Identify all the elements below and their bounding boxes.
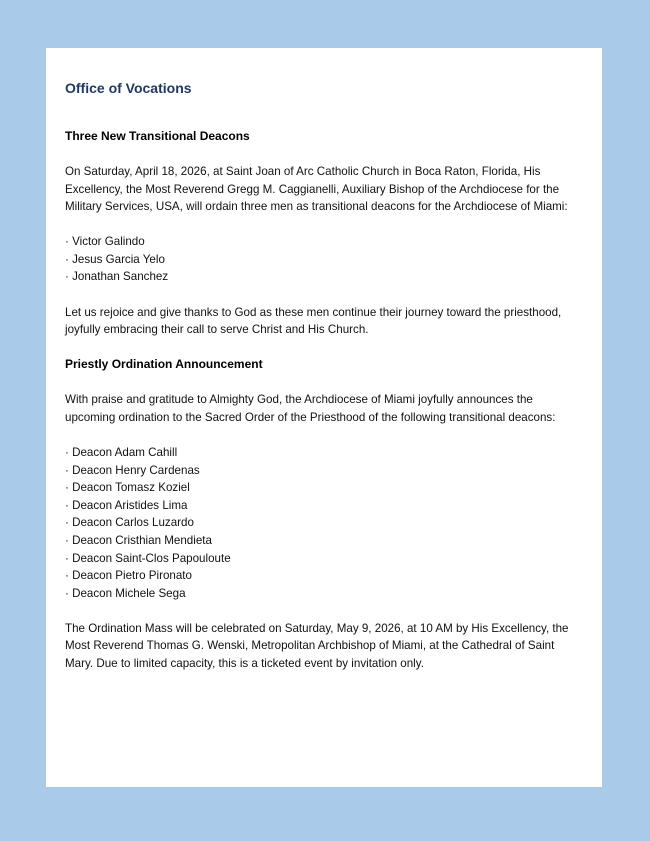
list-item: · Deacon Tomasz Koziel [65,479,583,497]
transitional-deacons-intro: On Saturday, April 18, 2026, at Saint Joan of Arc Catholic Church in Boca Raton, Florida, His Excellency, the Most Reverend Gregg M. Caggianelli, Auxiliary Bishop of the Archdiocese for the Military Services, USA, will ordain three men as transitional deacons for the Archdiocese of Miami: [65,165,568,214]
list-item: · Deacon Cristhian Mendieta [65,532,583,550]
list-item: · Deacon Saint-Clos Papouloute [65,550,583,568]
list-item: · Deacon Pietro Pironato [65,567,583,585]
document-page [46,48,602,787]
ordination-mass-details: The Ordination Mass will be celebrated on Saturday, May 9, 2026, at 10 AM by His Excellency, the Most Reverend Thomas G. Wenski, Metropolitan Archbishop of Miami, at the Cathedral of Saint Mary. Due to limited capacity, this is a ticketed event by invitation only. [65,621,569,670]
list-item: · Jonathan Sanchez [65,268,583,286]
transitional-deacons-closing: Let us rejoice and give thanks to God as these men continue their journey toward the priesthood, joyfully embracing their call to serve Christ and His Church. [65,305,562,337]
section-heading-transitional-deacons: Three New Transitional Deacons [65,129,250,143]
page-title: Office of Vocations [65,80,192,96]
list-item: · Deacon Aristides Lima [65,497,583,515]
priestly-ordination-intro: With praise and gratitude to Almighty God, the Archdiocese of Miami joyfully announces the upcoming ordination to the Sacred Order of the Priesthood of the following transitional deacons: [65,393,556,424]
section-heading-priestly-ordination: Priestly Ordination Announcement [65,357,263,372]
priestly-ordination-list [65,444,583,602]
list-item: · Deacon Adam Cahill [65,444,583,462]
list-item: · Deacon Henry Cardenas [65,462,583,480]
list-item: · Deacon Carlos Luzardo [65,514,583,532]
list-item: · Victor Galindo [65,233,583,251]
transitional-deacons-list [65,233,583,286]
list-item: · Deacon Michele Sega [65,585,583,603]
list-item: · Jesus Garcia Yelo [65,251,583,269]
